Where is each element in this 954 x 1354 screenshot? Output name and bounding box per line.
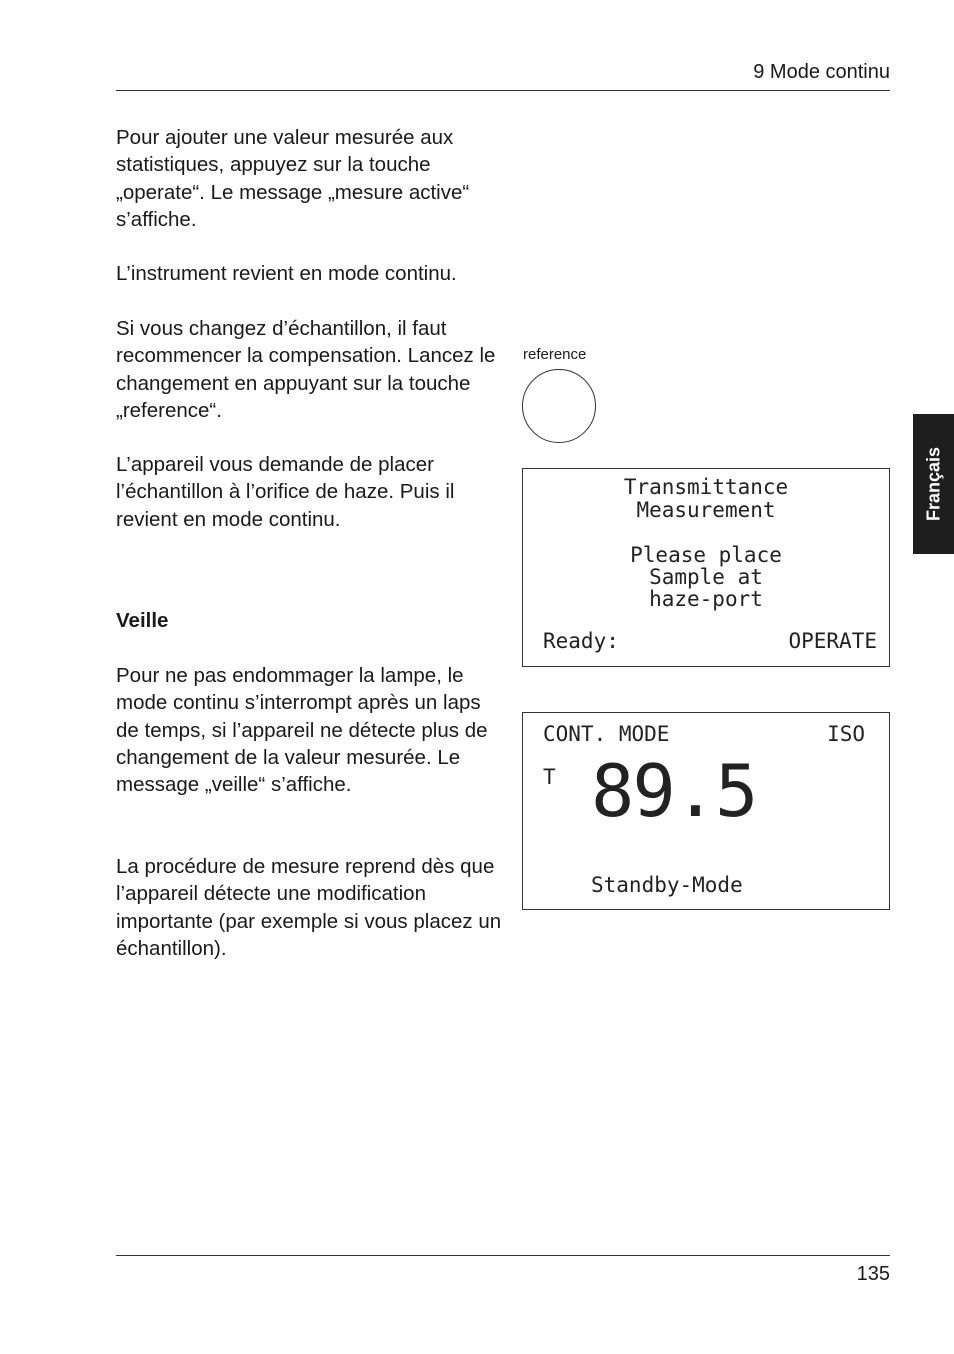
language-tab-label: Français (923, 446, 943, 522)
lcd-display-standby (522, 712, 890, 910)
lcd-measured-value: 89.5 (591, 749, 757, 833)
page-number: 135 (856, 1263, 890, 1285)
lcd-standard-label: ISO (827, 722, 865, 746)
page-header-title: 9 Mode continu (753, 61, 890, 83)
reference-key-label: reference (523, 346, 587, 363)
lcd-line-5: haze-port (649, 587, 763, 611)
lcd-line-1: Transmittance (623, 475, 789, 499)
lcd-line-4: Sample at (649, 565, 763, 589)
section-heading-veille: Veille (116, 609, 169, 632)
lcd-display-measurement (522, 468, 890, 667)
paragraph-resume: La procédure de mesure reprend dès que l’appareil détecte une modification importante (par exemple si vous placez un échantillon). (116, 855, 502, 960)
lcd-line-3: Please place (630, 543, 782, 567)
lcd-status-operate: OPERATE (788, 629, 877, 653)
lcd-line-2: Measurement (636, 498, 776, 522)
reference-key-icon (522, 369, 596, 443)
lcd-mode-label: CONT. MODE (543, 722, 670, 746)
paragraph-standby: Pour ne pas endommager la lampe, le mode continu s’interrompt après un laps de temps, si l’appareil ne détecte plus de changement de la valeur mesurée. Le message „veille“ s’affiche. (116, 664, 488, 797)
lcd-standby-status: Standby-Mode (591, 873, 743, 897)
paragraph-operate: Pour ajouter une valeur mesurée aux statistiques, appuyez sur la touche „operate“. Le message „mesure active“ s’affiche. (116, 126, 470, 231)
header-rule (116, 90, 890, 91)
lcd-indicator: T (543, 765, 556, 789)
lcd-status-ready: Ready: (543, 629, 619, 653)
footer-rule (116, 1255, 890, 1256)
paragraph-place-sample: L’appareil vous demande de placer l’échantillon à l’orifice de haze. Puis il revient en mode continu. (116, 453, 455, 531)
paragraph-change-sample: Si vous changez d’échantillon, il faut recommencer la compensation. Lancez le changement en appuyant sur la touche „reference“. (116, 317, 496, 422)
language-tab (913, 414, 954, 554)
paragraph-continuous: L’instrument revient en mode continu. (116, 262, 457, 285)
